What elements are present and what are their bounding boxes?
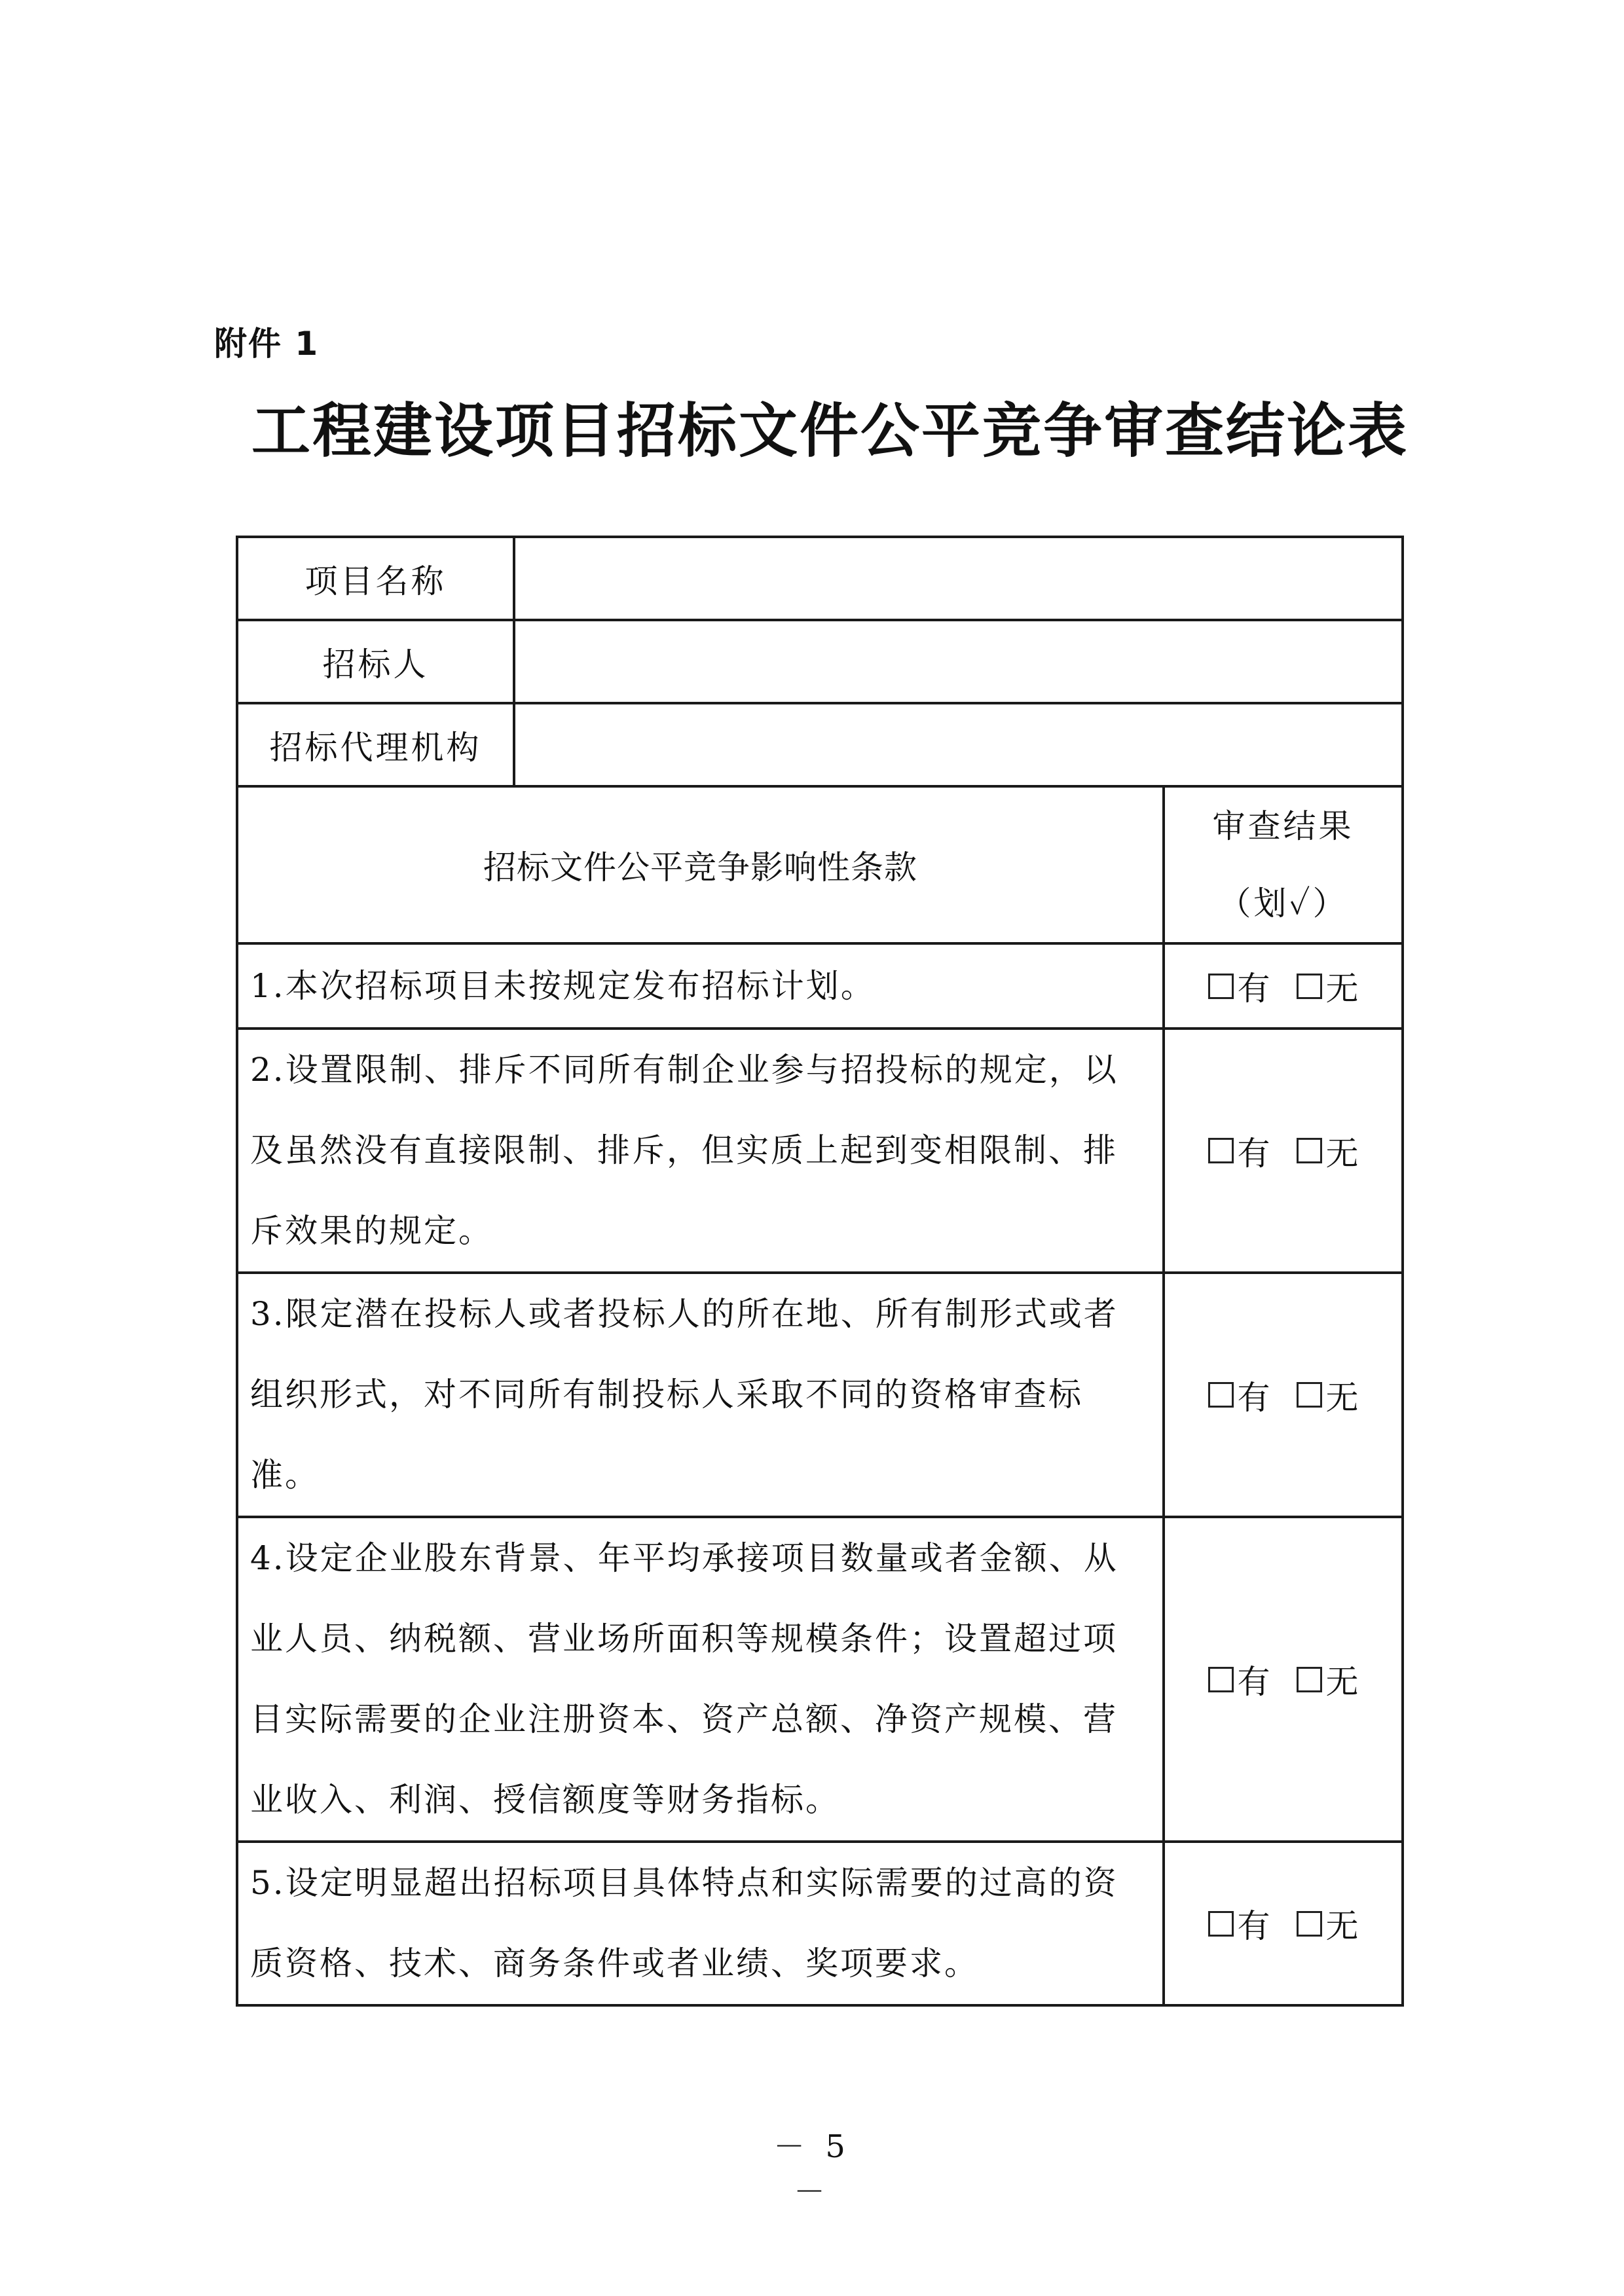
option-yes-label: 有 [1237,1134,1270,1173]
table-header-row [237,786,1403,943]
option-yes-label: 有 [1237,970,1270,1008]
option-no[interactable] [1297,962,1359,1010]
checkbox-icon[interactable] [1297,1911,1322,1937]
clause-row-3 [237,1273,1403,1517]
checkbox-icon[interactable] [1208,1667,1234,1692]
option-no[interactable] [1297,1127,1359,1175]
clause-column-header: 招标文件公平竞争影响性条款 [237,786,1164,943]
option-no-label: 无 [1325,1378,1359,1417]
option-yes[interactable] [1208,1372,1270,1419]
option-no[interactable] [1297,1656,1359,1703]
info-row-project-name [237,537,1403,620]
option-yes[interactable] [1208,1900,1270,1947]
result-cell [1164,1273,1403,1517]
result-column-header [1164,786,1403,943]
option-yes-label: 有 [1237,1907,1270,1945]
clause-text: 4.设定企业股东背景、年平均承接项目数量或者金额、从业人员、纳税额、营业场所面积等规模条件；设置超过项目实际需要的企业注册资本、资产总额、净资产规模、营业收入、利润、授信额度等财务指标。 [237,1517,1164,1842]
checkbox-icon[interactable] [1297,1138,1322,1163]
clause-row-4 [237,1517,1403,1842]
checkbox-icon[interactable] [1208,1382,1234,1408]
result-cell [1164,1029,1403,1273]
clause-row-5 [237,1842,1403,2005]
option-no-label: 无 [1325,1134,1359,1173]
clause-text: 3.限定潜在投标人或者投标人的所在地、所有制形式或者组织形式，对不同所有制投标人采取不同的资格审查标准。 [237,1273,1164,1517]
agency-field[interactable] [514,703,1403,786]
info-row-agency [237,703,1403,786]
option-no-label: 无 [1325,1663,1359,1701]
option-no-label: 无 [1325,970,1359,1008]
option-yes[interactable] [1208,962,1270,1010]
option-yes[interactable] [1208,1656,1270,1703]
option-yes-label: 有 [1237,1378,1270,1417]
result-cell [1164,1517,1403,1842]
checkbox-icon[interactable] [1208,974,1234,999]
info-row-tenderer [237,620,1403,703]
result-header-line2: （划✓） [1218,884,1348,922]
option-yes-label: 有 [1237,1663,1270,1701]
clause-row-1 [237,943,1403,1029]
result-cell [1164,1842,1403,2005]
result-cell [1164,943,1403,1029]
project-name-field[interactable] [514,537,1403,620]
option-no[interactable] [1297,1372,1359,1419]
checkbox-icon[interactable] [1297,1382,1322,1408]
clause-row-2 [237,1029,1403,1273]
attachment-label: 附件 1 [214,325,320,363]
clause-text: 5.设定明显超出招标项目具体特点和实际需要的过高的资质资格、技术、商务条件或者业绩、奖项要求。 [237,1842,1164,2005]
agency-label: 招标代理机构 [237,703,514,786]
option-no-label: 无 [1325,1907,1359,1945]
clause-text: 2.设置限制、排斥不同所有制企业参与招投标的规定，以及虽然没有直接限制、排斥，但实质上起到变相限制、排斥效果的规定。 [237,1029,1164,1273]
option-no[interactable] [1297,1900,1359,1947]
project-name-label: 项目名称 [237,537,514,620]
checkbox-icon[interactable] [1208,1911,1234,1937]
document-title: 工程建设项目招标文件公平竞争审查结论表 [251,396,1409,465]
checkbox-icon[interactable] [1208,1138,1234,1163]
clause-text: 1.本次招标项目未按规定发布招标计划。 [237,943,1164,1029]
review-form-table [236,536,1404,2007]
tenderer-field[interactable] [514,620,1403,703]
tenderer-label: 招标人 [237,620,514,703]
checkbox-icon[interactable] [1297,1667,1322,1692]
checkbox-icon[interactable] [1297,974,1322,999]
page-number: － 5 － [773,2128,851,2210]
result-header-line1: 审查结果 [1212,807,1354,845]
option-yes[interactable] [1208,1127,1270,1175]
